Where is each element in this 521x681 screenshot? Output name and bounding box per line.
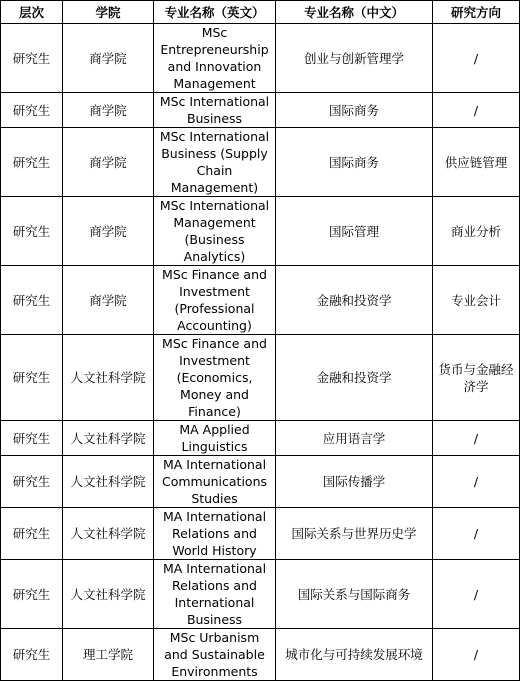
header-direction: 研究方向: [433, 1, 520, 24]
cell-name-cn: 城市化与可持续发展环境: [276, 629, 433, 681]
cell-name-cn: 金融和投资学: [276, 335, 433, 421]
cell-level: 研究生: [1, 335, 63, 421]
table-row: [1, 93, 520, 128]
cell-direction: 供应链管理: [433, 128, 520, 197]
cell-school: 理工学院: [63, 629, 154, 681]
cell-name-cn: 国际关系与世界历史学: [276, 508, 433, 560]
cell-level: 研究生: [1, 128, 63, 197]
cell-name-cn: 创业与创新管理学: [276, 24, 433, 93]
cell-level: 研究生: [1, 93, 63, 128]
header-school: 学院: [63, 1, 154, 24]
cell-direction: 货币与金融经济学: [433, 335, 520, 421]
cell-level: 研究生: [1, 456, 63, 508]
cell-name-en: MSc Finance and Investment (Economics, Money and Finance): [154, 335, 276, 421]
table-row: [1, 335, 520, 421]
cell-school: 商学院: [63, 93, 154, 128]
table-row: [1, 508, 520, 560]
cell-level: 研究生: [1, 560, 63, 629]
cell-school: 人文社科学院: [63, 508, 154, 560]
header-name-en: 专业名称（英文）: [154, 1, 276, 24]
cell-name-cn: 国际管理: [276, 197, 433, 266]
cell-name-en: MSc Urbanism and Sustainable Environments: [154, 629, 276, 681]
cell-name-en: MA International Relations and World History: [154, 508, 276, 560]
cell-level: 研究生: [1, 421, 63, 456]
cell-name-en: MA Applied Linguistics: [154, 421, 276, 456]
cell-name-en: MSc Entrepreneurship and Innovation Management: [154, 24, 276, 93]
cell-school: 商学院: [63, 197, 154, 266]
cell-direction: /: [433, 629, 520, 681]
cell-school: 商学院: [63, 128, 154, 197]
table-row: [1, 197, 520, 266]
cell-name-en: MSc Finance and Investment (Professional Accounting): [154, 266, 276, 335]
cell-name-en: MA International Communications Studies: [154, 456, 276, 508]
table-row: [1, 421, 520, 456]
cell-school: 人文社科学院: [63, 335, 154, 421]
cell-level: 研究生: [1, 508, 63, 560]
table-row: [1, 266, 520, 335]
cell-name-cn: 国际商务: [276, 93, 433, 128]
cell-name-en: MA International Relations and International Business: [154, 560, 276, 629]
cell-direction: /: [433, 560, 520, 629]
table-row: [1, 456, 520, 508]
cell-name-cn: 国际传播学: [276, 456, 433, 508]
cell-level: 研究生: [1, 266, 63, 335]
cell-name-cn: 国际关系与国际商务: [276, 560, 433, 629]
header-name-cn: 专业名称（中文）: [276, 1, 433, 24]
cell-direction: 商业分析: [433, 197, 520, 266]
cell-school: 商学院: [63, 266, 154, 335]
cell-name-cn: 国际商务: [276, 128, 433, 197]
cell-name-en: MSc International Business (Supply Chain Management): [154, 128, 276, 197]
cell-direction: /: [433, 508, 520, 560]
cell-direction: 专业会计: [433, 266, 520, 335]
cell-name-cn: 应用语言学: [276, 421, 433, 456]
cell-direction: /: [433, 93, 520, 128]
cell-level: 研究生: [1, 24, 63, 93]
table-row: [1, 560, 520, 629]
cell-school: 人文社科学院: [63, 456, 154, 508]
cell-direction: /: [433, 456, 520, 508]
table-row: [1, 24, 520, 93]
cell-name-en: MSc International Management (Business Analytics): [154, 197, 276, 266]
table-header-row: [1, 1, 520, 24]
cell-school: 人文社科学院: [63, 560, 154, 629]
cell-level: 研究生: [1, 629, 63, 681]
cell-school: 人文社科学院: [63, 421, 154, 456]
cell-name-cn: 金融和投资学: [276, 266, 433, 335]
table-row: [1, 629, 520, 681]
cell-level: 研究生: [1, 197, 63, 266]
cell-school: 商学院: [63, 24, 154, 93]
cell-name-en: MSc International Business: [154, 93, 276, 128]
cell-direction: /: [433, 421, 520, 456]
cell-direction: /: [433, 24, 520, 93]
header-level: 层次: [1, 1, 63, 24]
table-row: [1, 128, 520, 197]
